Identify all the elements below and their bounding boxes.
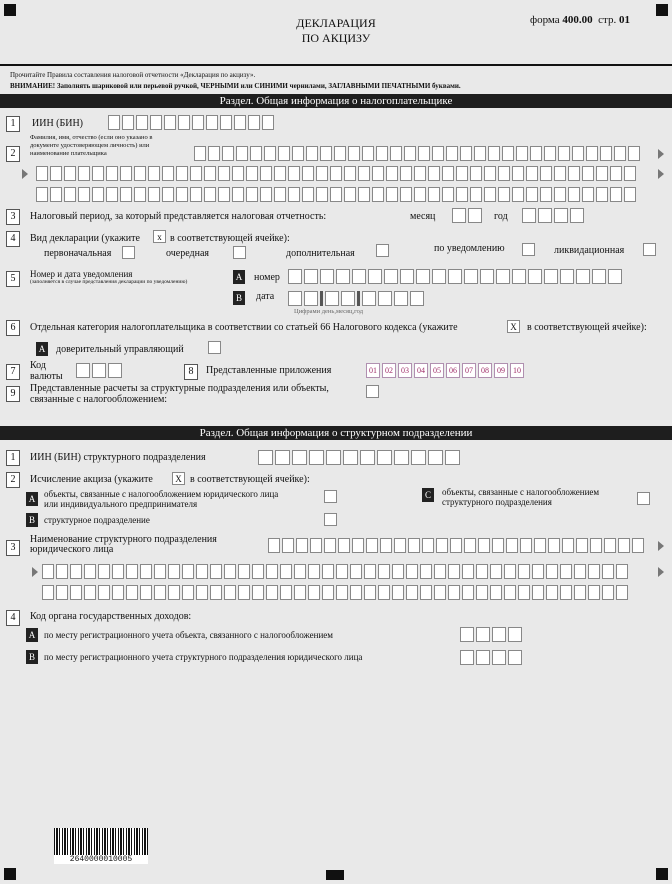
form-number-value: 400.00 (562, 14, 593, 26)
taxpayer-category-label-a: Отдельная категория налогоплательщика в соответствии со статьей 66 Налогового кодекса (укажите (30, 322, 458, 333)
subdivision-name-row-1[interactable] (268, 538, 644, 553)
continue-arrow-icon (658, 541, 664, 551)
barcode-number: 2640000010005 (54, 855, 148, 864)
notice-label: Номер и дата уведомления (30, 269, 133, 279)
instructions (10, 70, 461, 92)
revenue-authority-label: Код органа государственных доходов: (30, 611, 192, 622)
form-number (530, 14, 630, 26)
opt-liquidation-label: ликвидационная (554, 245, 625, 256)
excise-calc-label-a: Исчисление акциза (укажите (30, 474, 153, 485)
s2-field-1-number: 1 (6, 450, 20, 466)
structural-calc-checkbox[interactable] (366, 385, 379, 398)
section-2-title: Раздел. Общая информация о структурном подразделении (0, 426, 672, 440)
month-cells[interactable] (452, 208, 482, 223)
subdivision-name-label-1: Наименование структурного подразделения (30, 534, 217, 545)
option-c-checkbox[interactable] (637, 492, 650, 505)
s2-iin-bin-label: ИИН (БИН) структурного подразделения (30, 452, 206, 463)
opt-liquidation-checkbox[interactable] (643, 243, 656, 256)
s2-iin-bin-cells[interactable] (258, 450, 460, 465)
field-8-number: 8 (184, 364, 198, 380)
option-c-label-1: объекты, связанные с налогообложением (442, 487, 600, 497)
field-6-number: 6 (6, 320, 20, 336)
continue-arrow-icon (32, 567, 38, 577)
page-label: стр. (598, 14, 617, 26)
currency-code-label-2: валюты (30, 371, 63, 382)
badge-c: C (422, 488, 434, 502)
opt-additional-label: дополнительная (286, 248, 355, 259)
opt-regular-label: очередная (166, 248, 209, 259)
corner-mark-bottom-center (326, 870, 344, 880)
corner-mark-tr (656, 4, 668, 16)
notice-date-label: дата (256, 291, 275, 302)
currency-code-label-1: Код (30, 360, 46, 371)
option-b-label: структурное подразделение (44, 515, 150, 525)
opt-regular-checkbox[interactable] (233, 246, 246, 259)
appendix-cell[interactable]: 04 (414, 363, 428, 378)
badge-a: A (26, 492, 38, 506)
declaration-type-label (30, 233, 140, 244)
notice-number-cells[interactable] (288, 269, 622, 284)
continue-arrow-icon (22, 169, 28, 179)
structural-calc-label-1: Представленные расчеты за структурные подразделения или объекты, (30, 383, 329, 394)
year-label: год (494, 211, 508, 222)
instruction-line-2: ВНИМАНИЕ! Заполнять шариковой или перьевой ручкой, ЧЕРНЫМИ или СИНИМИ чернилами, ЗАГЛАВНЫМИ ПЕЧАТНЫМИ буквами. (10, 82, 461, 90)
form-label: форма (529, 14, 560, 26)
continue-arrow-icon (658, 169, 664, 179)
corner-mark-bl (4, 868, 16, 880)
taxpayer-name-label: Фамилия, имя, отчество (если оно указано в документе удостоверяющем личность) или наименование плательщика (30, 134, 153, 157)
field-4-number: 4 (6, 231, 20, 247)
appendix-cell[interactable]: 01 (366, 363, 380, 378)
s2-field-4-number: 4 (6, 610, 20, 626)
taxpayer-category-label-b: в соответствующей ячейке): (527, 322, 647, 333)
title-line-2: ПО АКЦИЗУ (301, 31, 371, 45)
notice-number-label: номер (254, 272, 280, 283)
notice-date-cells[interactable] (288, 291, 424, 306)
badge-a: A (26, 628, 38, 642)
trustee-label: доверительный управляющий (56, 344, 184, 355)
section-1-title: Раздел. Общая информация о налогоплательщике (0, 94, 672, 108)
field-9-number: 9 (6, 386, 20, 402)
badge-b: B (26, 513, 38, 527)
option-a-label (44, 489, 278, 509)
appendix-cell[interactable]: 03 (398, 363, 412, 378)
authority-b-cells[interactable] (460, 650, 522, 665)
appendix-cell[interactable]: 07 (462, 363, 476, 378)
subdivision-name-row-2[interactable] (42, 564, 628, 579)
appendix-cell[interactable]: 10 (510, 363, 524, 378)
iin-bin-label: ИИН (БИН) (32, 118, 84, 129)
field-1-number: 1 (6, 116, 20, 132)
option-c-label-2: структурного подразделения (442, 497, 552, 507)
opt-initial-label: первоначальная (44, 248, 112, 259)
opt-notice-label: по уведомлению (434, 243, 505, 254)
notice-sublabel: (заполняется в случае представления декларации по уведомлению) (30, 279, 188, 285)
corner-mark-br (656, 868, 668, 880)
header-rule (0, 64, 672, 66)
option-a-label-1: объекты, связанные с налогообложением юридического лица (44, 489, 279, 499)
currency-code-cells[interactable] (76, 363, 122, 378)
structural-calc-label-2: связанные с налогообложением: (30, 394, 168, 405)
x-sample-box: X (172, 472, 185, 485)
badge-b: B (26, 650, 38, 664)
corner-mark-tl (4, 4, 16, 16)
continue-arrow-icon (658, 149, 664, 159)
s2-field-2-number: 2 (6, 472, 20, 488)
tax-period-label: Налоговый период, за который представляется налоговая отчетность: (30, 211, 327, 222)
x-sample-box: x (153, 230, 166, 243)
option-c-label (442, 487, 599, 507)
barcode-image (54, 828, 148, 858)
date-hint: Цифрами день,месяц,год (294, 308, 364, 315)
declaration-type-label-b: в соответствующей ячейке): (170, 233, 290, 244)
opt-additional-checkbox[interactable] (376, 244, 389, 257)
opt-notice-checkbox[interactable] (522, 243, 535, 256)
instruction-line-1: Прочитайте Правила составления налоговой отчетности «Декларация по акцизу». (10, 71, 256, 79)
option-b-checkbox[interactable] (324, 513, 337, 526)
iin-bin-cells[interactable] (108, 115, 274, 130)
authority-b-label: по месту регистрационного учета структурного подразделения юридического лица (44, 652, 363, 662)
badge-a: A (36, 342, 48, 356)
taxpayer-name-row-2[interactable] (36, 166, 636, 181)
appendix-cell[interactable]: 05 (430, 363, 444, 378)
trustee-checkbox[interactable] (208, 341, 221, 354)
x-sample-box: X (507, 320, 520, 333)
month-label: месяц (410, 211, 436, 222)
excise-calc-label-b: в соответствующей ячейке): (190, 474, 310, 485)
field-5-number: 5 (6, 271, 20, 287)
year-cells[interactable] (522, 208, 584, 223)
authority-a-cells[interactable] (460, 627, 522, 642)
s2-field-3-number: 3 (6, 540, 20, 556)
taxpayer-name-row-3[interactable] (36, 187, 636, 202)
taxpayer-name-row-1[interactable] (194, 146, 640, 161)
appendix-cell[interactable]: 09 (494, 363, 508, 378)
subdivision-name-row-3[interactable] (42, 585, 628, 600)
declaration-type-label-a: Вид декларации (укажите (30, 233, 140, 244)
badge-a: A (233, 270, 245, 284)
field-2-number: 2 (6, 146, 20, 162)
currency-code-label (30, 360, 63, 382)
subdivision-name-label-2: юридического лица (30, 544, 114, 555)
badge-b: B (233, 291, 245, 305)
opt-initial-checkbox[interactable] (122, 246, 135, 259)
appendix-cell[interactable]: 02 (382, 363, 396, 378)
option-a-label-2: или индивидуального предпринимателя (44, 499, 198, 509)
continue-arrow-icon (658, 567, 664, 577)
appendix-cell[interactable]: 06 (446, 363, 460, 378)
structural-calc-label (30, 383, 329, 405)
page-number-value: 01 (619, 14, 630, 26)
title-line-1: ДЕКЛАРАЦИЯ (296, 16, 376, 30)
subdivision-name-label (30, 535, 217, 555)
option-a-checkbox[interactable] (324, 490, 337, 503)
appendices-cells (366, 363, 524, 378)
appendices-label: Представленные приложения (206, 365, 332, 376)
field-7-number: 7 (6, 364, 20, 380)
authority-a-label: по месту регистрационного учета объекта, связанного с налогообложением (44, 630, 333, 640)
appendix-cell[interactable]: 08 (478, 363, 492, 378)
field-3-number: 3 (6, 209, 20, 225)
